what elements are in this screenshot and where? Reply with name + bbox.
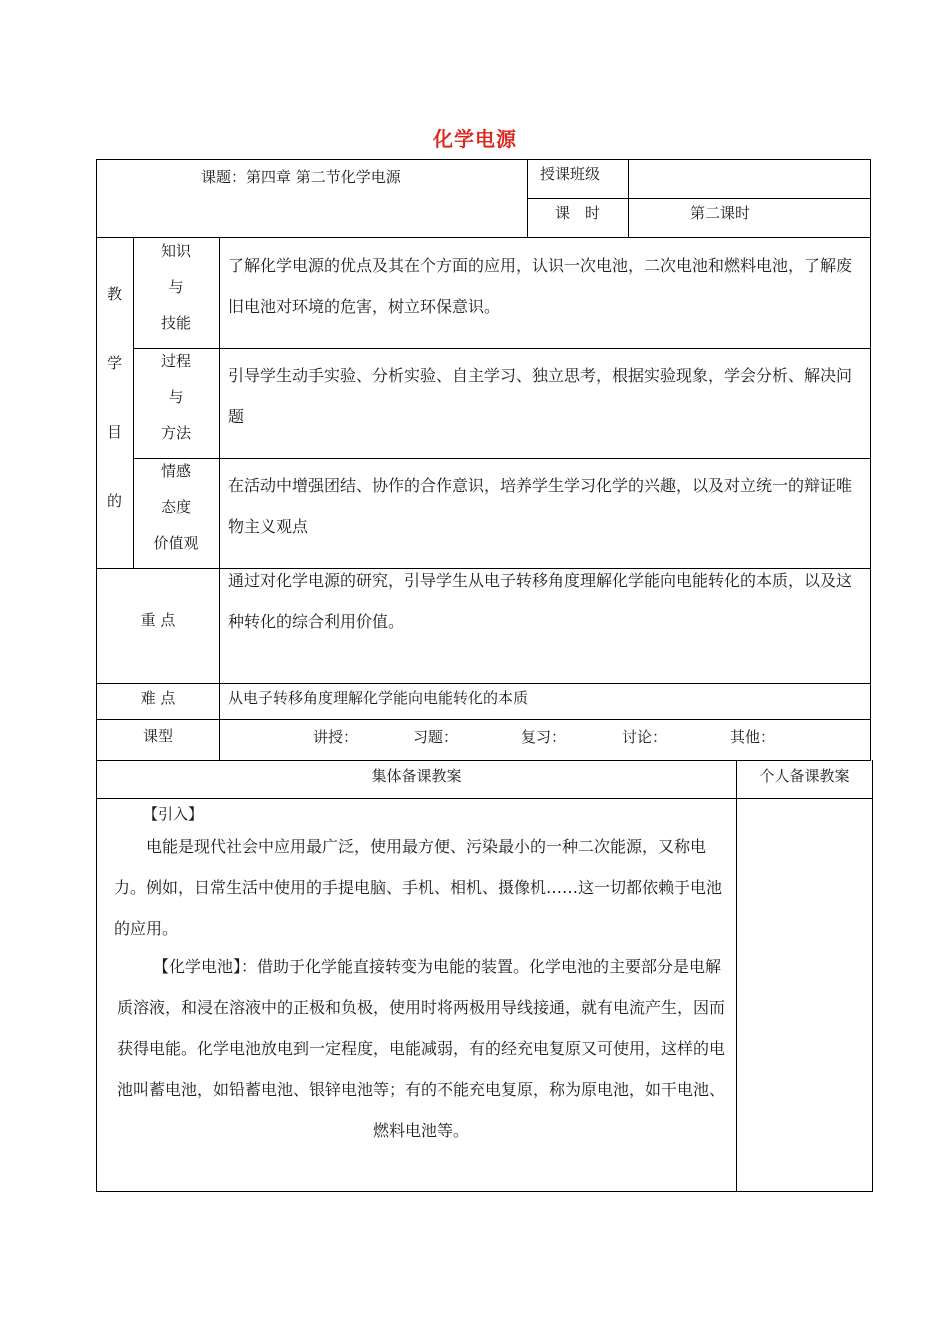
group-plan-header: 集体备课教案	[371, 767, 462, 785]
difficulty-content: 从电子转移角度理解化学能向电能转化的本质	[228, 689, 529, 707]
battery-paragraph	[114, 946, 728, 1151]
objective-label-line: 与	[168, 388, 184, 406]
personal-plan-header: 个人备课教案	[759, 767, 850, 785]
objectives-side-char: 目	[107, 423, 123, 441]
lesson-type-option: 习题：	[413, 728, 459, 746]
objectives-side-char: 教	[107, 285, 123, 303]
class-label: 授课班级	[540, 165, 601, 183]
objective-content-process: 引导学生动手实验、分析实验、自主学习、独立思考，根据实验现象，学会分析、解决问题	[228, 366, 853, 426]
lesson-type-option: 复习：	[521, 728, 567, 746]
intro-heading: 【引入】	[143, 805, 204, 823]
key-point-content: 通过对化学电源的研究，引导学生从电子转移角度理解化学能向电能转化的本质，以及这种转化的综合利用价值。	[228, 571, 853, 631]
objective-label-line: 方法	[160, 424, 191, 442]
objective-content-attitude: 在活动中增强团结、协作的合作意识，培养学生学习化学的兴趣，以及对立统一的辩证唯物主义观点	[228, 476, 853, 536]
objectives-side-char: 学	[107, 354, 123, 372]
lesson-type-option: 讲授：	[313, 728, 359, 746]
objective-content-knowledge: 了解化学电源的优点及其在个方面的应用，认识一次电池，二次电池和燃料电池，了解废旧电池对环境的危害，树立环保意识。	[228, 256, 853, 316]
objective-label-line: 知识	[160, 242, 191, 260]
objectives-side-char: 的	[107, 492, 123, 510]
objective-label-line: 情感	[160, 462, 191, 480]
battery-text: ：借助于化学能直接转变为电能的装置。化学电池的主要部分是电解质溶液，和浸在溶液中的正极和负极，使用时将两极用导线接通，就有电流产生，因而获得电能。化学电池放电到一定程度，电能减弱，有的经充电复原又可使用，这样的电池叫蓄电池，如铅蓄电池、银锌电池等；有的不能充电复原，称为原电池，如干电池、燃料电池等。	[116, 957, 725, 1140]
page-title: 化学电源	[433, 127, 517, 151]
objective-label-line: 过程	[160, 352, 191, 370]
objective-label-line: 态度	[160, 498, 191, 516]
objective-label-line: 价值观	[153, 534, 199, 552]
lesson-type-option: 讨论：	[622, 728, 668, 746]
intro-text: 电能是现代社会中应用最广泛，使用最方便、污染最小的一种二次能源，又称电力。例如，日常生活中使用的手提电脑、手机、相机、摄像机……这一切都依赖于电池的应用。	[114, 837, 723, 938]
objective-label-line: 技能	[160, 314, 191, 332]
objective-label-line: 与	[168, 278, 184, 296]
difficulty-label: 难 点	[140, 689, 176, 707]
period-label: 课 时	[555, 204, 601, 222]
key-point-label: 重 点	[140, 611, 176, 629]
battery-heading: 【化学电池】	[152, 957, 241, 976]
lesson-type-label: 课型	[142, 727, 173, 745]
topic-label: 课题：第四章 第二节化学电源	[201, 168, 401, 186]
period-value: 第二课时	[690, 204, 751, 222]
lesson-type-option: 其他：	[730, 728, 776, 746]
